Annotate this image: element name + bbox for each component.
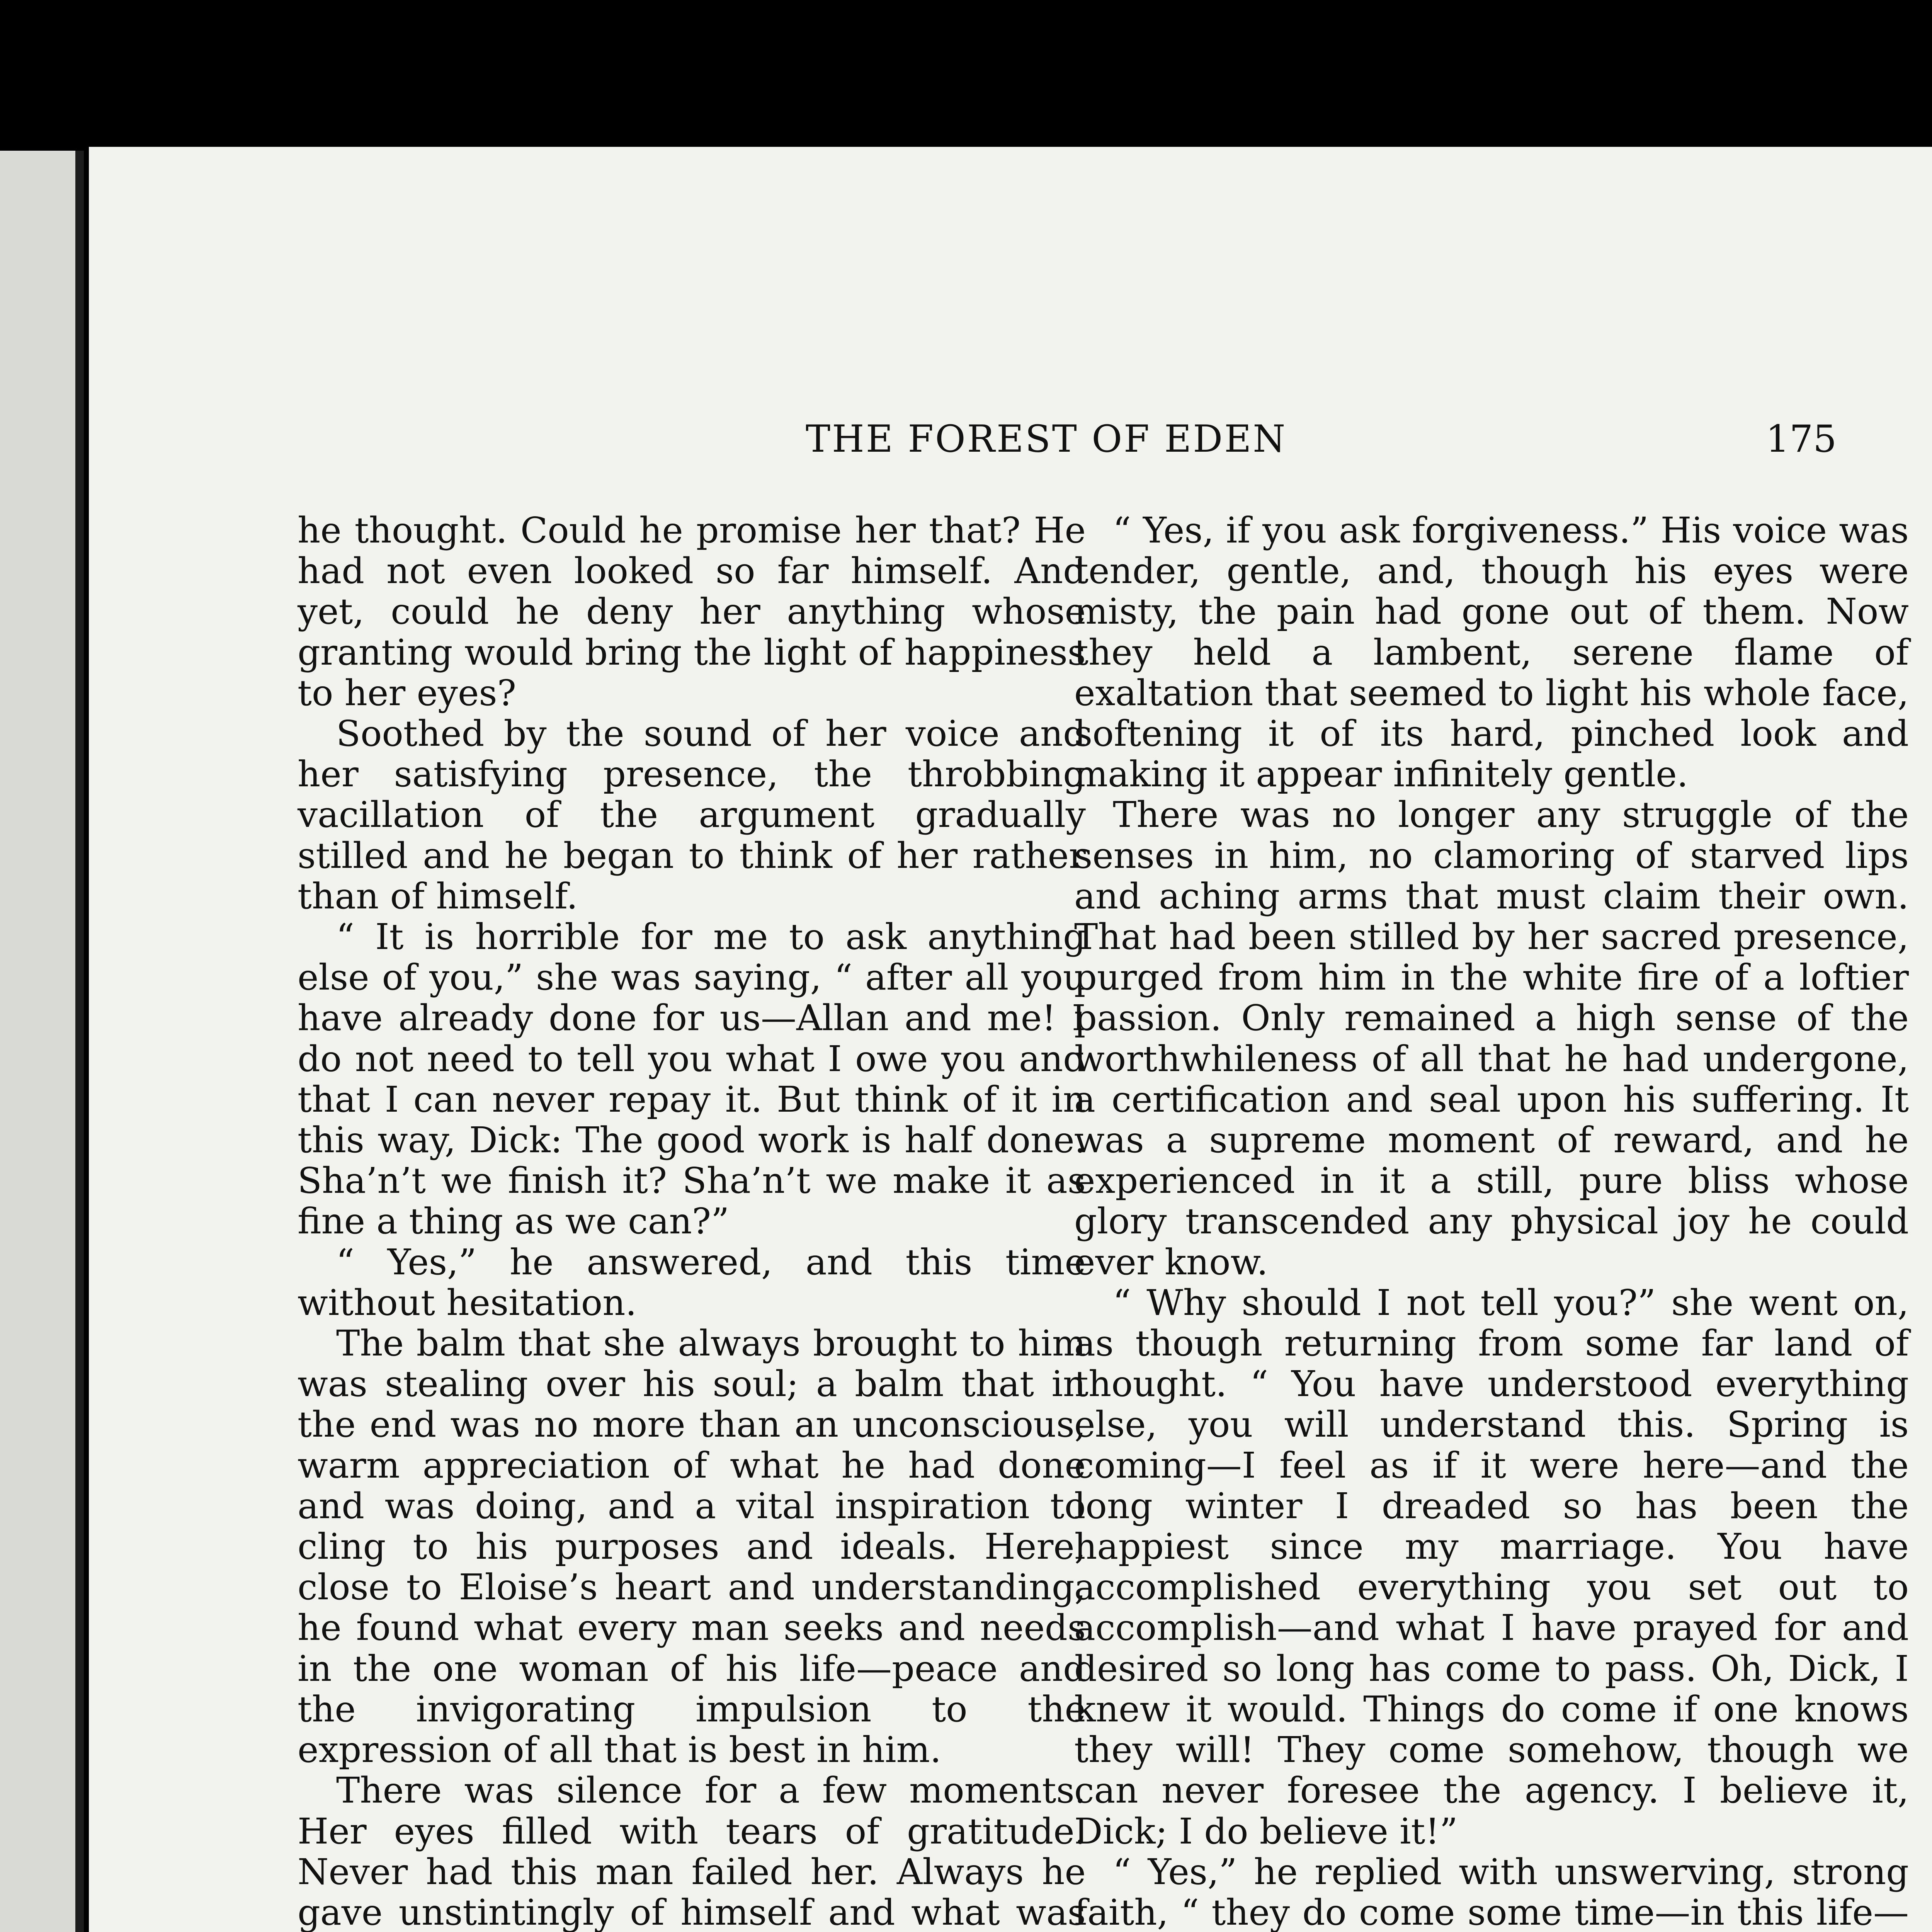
paragraph: “ Yes,” he replied with unswerving, strong faith, “ they do come some time—in this life— <box>1074 1851 1909 1932</box>
paragraph: “ It is horrible for me to ask anything else of you,” she was saying, “ after all you have already done for us—Allan and me! I do not need to tell you what I owe you and that I can never repay it. But think of it in this way, Dick: The good work is half done. Sha’n’t we finish it? Sha’n’t we make it as fine a thing as we can?” <box>298 916 1086 1242</box>
page-number: 175 <box>1766 417 1837 461</box>
paragraph: There was silence for a few moments. Her eyes filled with tears of gratitude. Never had this man failed her. Always he gave unstintingly of himself and what was <box>298 1770 1086 1932</box>
paragraph: “ Yes, if you ask forgiveness.” His voice was tender, gentle, and, though his eyes were misty, the pain had gone out of them. Now they held a lambent, serene flame of exaltation that seemed to light his whole face, softening it of its hard, pinched look and making it appear infinitely gentle. <box>1074 510 1909 795</box>
book-page <box>89 147 1932 1932</box>
paragraph: Soothed by the sound of her voice and her satisfying presence, the throbbing vacillation of the argument gradually stilled and he began to think of her rather than of himself. <box>298 713 1086 917</box>
page-title: THE FOREST OF EDEN <box>806 417 1287 461</box>
paragraph: he thought. Could he promise her that? He had not even looked so far himself. And yet, could he deny her anything whose granting would bring the light of happiness to her eyes? <box>298 510 1086 714</box>
paragraph: “ Why should I not tell you?” she went on, as though returning from some far land of thought. “ You have understood everything else, you will understand this. Spring is coming—I feel as if it were here—and the long winter I dreaded so has been the happiest since my marriage. You have accomplished everything you set out to accomplish—and what I have prayed for and desired so long has come to pass. Oh, Dick, I knew it would. Things do come if one knows they will! They come somehow, though we can never foresee the agency. I believe it, Dick; I do believe it!” <box>1074 1282 1909 1852</box>
paragraph: “ Yes,” he answered, and this time without hesitation. <box>298 1241 1086 1323</box>
paragraph: There was no longer any struggle of the senses in him, no clamoring of starved lips and aching arms that must claim their own. That had been stilled by her sacred presence, purged from him in the white fire of a loftier passion. Only remained a high sense of the worthwhileness of all that he had undergone, a certification and seal upon his suffering. It was a supreme moment of reward, and he experienced in it a still, pure bliss whose glory transcended any physical joy he could ever know. <box>1074 794 1909 1283</box>
facing-page-edge <box>0 151 84 1932</box>
running-header <box>89 417 1932 464</box>
paragraph: The balm that she always brought to him was stealing over his soul; a balm that in the end was no more than an unconscious, warm appreciation of what he had done and was doing, and a vital inspiration to cling to his purposes and ideals. Here, close to Eloise’s heart and understanding, he found what every man seeks and needs in the one woman of his life—peace and the invigorating impulsion to the expression of all that is best in him. <box>298 1323 1086 1771</box>
right-text-column <box>1074 510 1909 1932</box>
left-text-column <box>298 510 1086 1932</box>
